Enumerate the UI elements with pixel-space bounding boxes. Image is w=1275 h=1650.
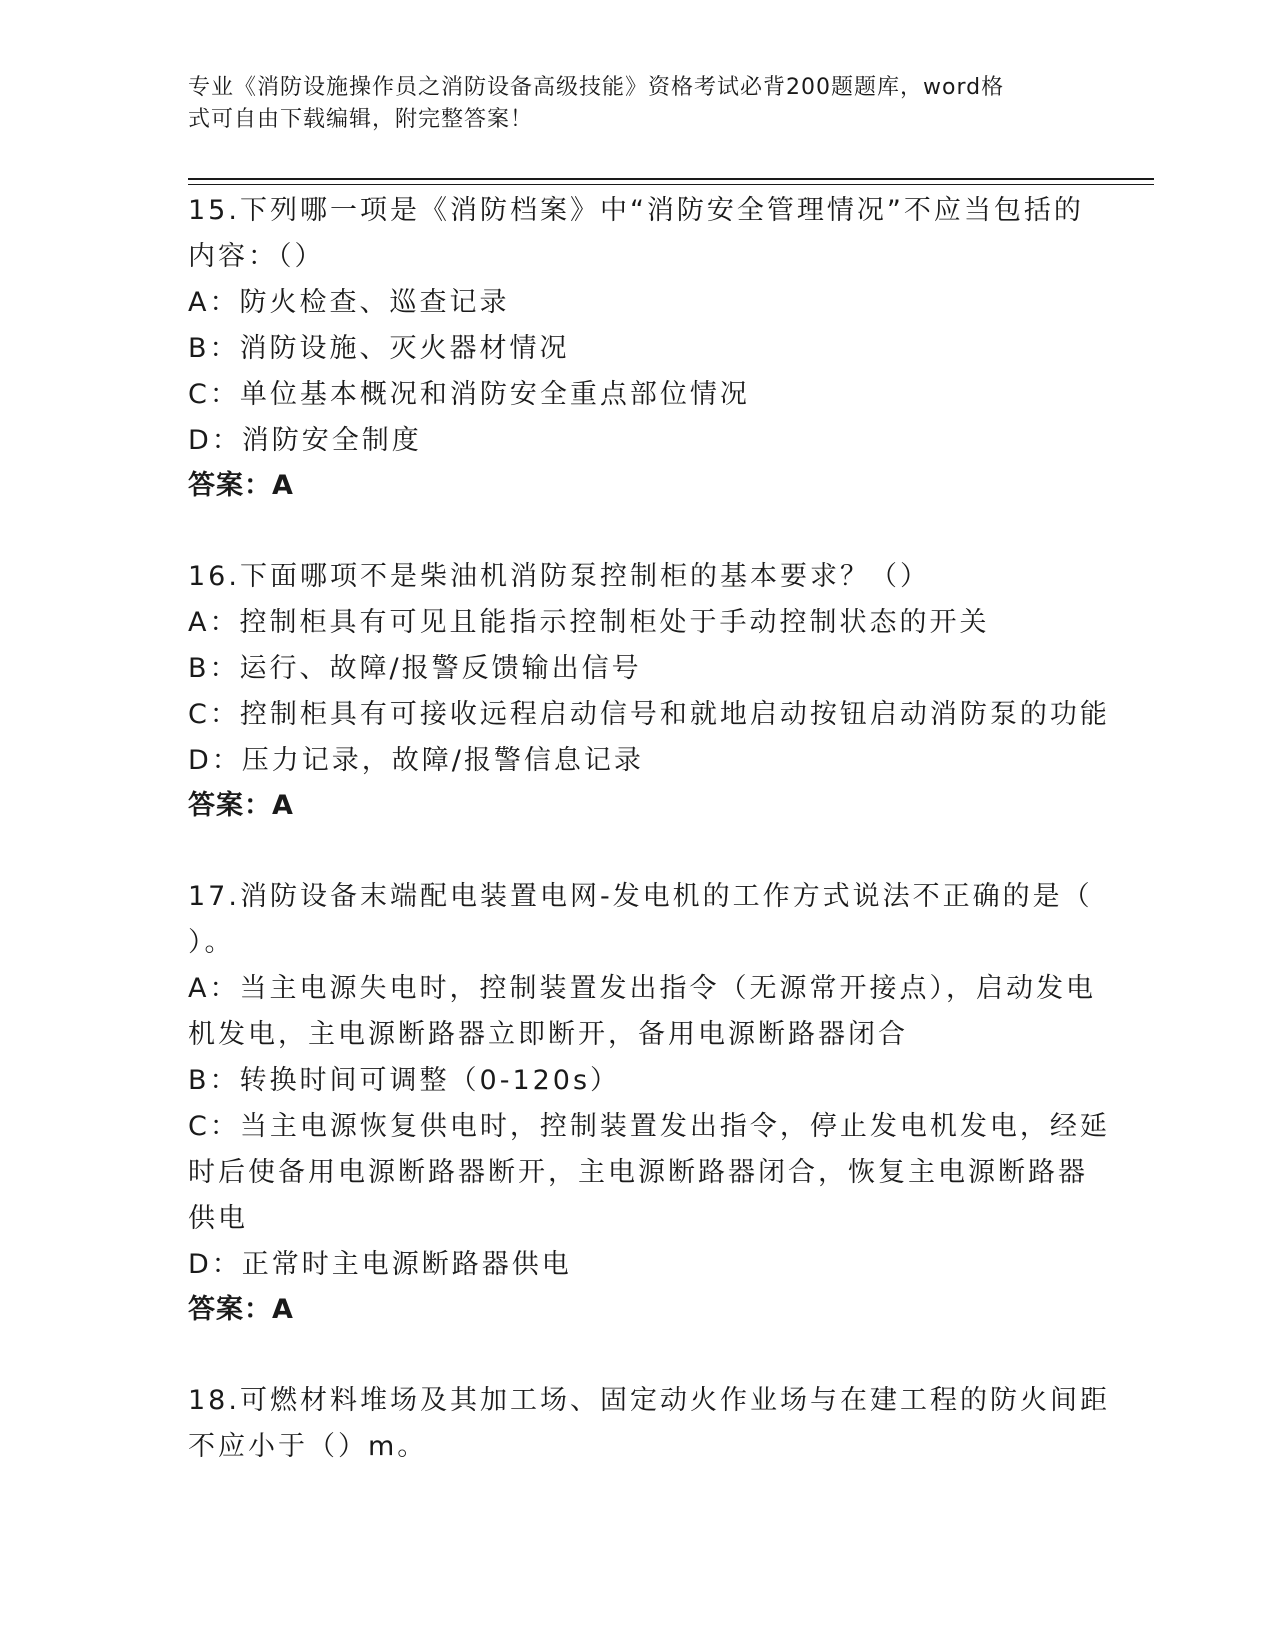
option-line: A：控制柜具有可见且能指示控制柜处于手动控制状态的开关 xyxy=(188,607,990,638)
option-line: B：转换时间可调整（0-120s） xyxy=(188,1065,621,1096)
option-line: 机发电，主电源断路器立即断开，备用电源断路器闭合 xyxy=(188,1019,908,1050)
question-block xyxy=(188,1378,1110,1470)
option-line: A：防火检查、巡查记录 xyxy=(188,287,510,318)
option-line: A：当主电源失电时，控制装置发出指令（无源常开接点），启动发电 xyxy=(188,973,1096,1004)
answer-line: 答案：A xyxy=(188,470,294,501)
question-gap xyxy=(188,828,1078,874)
question-stem-line: 内容：（） xyxy=(188,241,325,272)
answer-line: 答案：A xyxy=(188,1294,294,1325)
option-line: D：消防安全制度 xyxy=(188,425,422,456)
option-line: D：正常时主电源断路器供电 xyxy=(188,1249,572,1280)
question-stem-line: 18.可燃材料堆场及其加工场、固定动火作业场与在建工程的防火间距 xyxy=(188,1385,1110,1416)
option-line: D：压力记录，故障/报警信息记录 xyxy=(188,745,644,776)
header-rule-thick xyxy=(188,178,1154,180)
question-stem-line: ）。 xyxy=(188,927,235,958)
option-line: B：消防设施、灭火器材情况 xyxy=(188,333,570,364)
option-line: 供电 xyxy=(188,1203,248,1234)
question-gap xyxy=(188,508,1078,554)
option-line: C：当主电源恢复供电时，控制装置发出指令，停止发电机发电，经延 xyxy=(188,1111,1110,1142)
question-stem-line: 不应小于（）m。 xyxy=(188,1431,428,1462)
option-line: 时后使备用电源断路器断开，主电源断路器闭合，恢复主电源断路器 xyxy=(188,1157,1088,1188)
question-block xyxy=(188,188,1084,508)
option-line: C：单位基本概况和消防安全重点部位情况 xyxy=(188,379,750,410)
question-list xyxy=(188,188,1110,1470)
question-stem-line: 17.消防设备末端配电装置电网-发电机的工作方式说法不正确的是（ xyxy=(188,881,1093,912)
header-line-1: 专业《消防设施操作员之消防设备高级技能》资格考试必背200题题库，word格 xyxy=(188,75,1005,100)
header-rule-thin xyxy=(188,184,1154,185)
question-gap xyxy=(188,1332,1078,1378)
question-stem-line: 15.下列哪一项是《消防档案》中“消防安全管理情况”不应当包括的 xyxy=(188,195,1084,226)
question-stem-line: 16.下面哪项不是柴油机消防泵控制柜的基本要求？（） xyxy=(188,561,930,592)
question-block xyxy=(188,874,1110,1332)
header-line-2: 式可自由下载编辑，附完整答案！ xyxy=(188,107,534,132)
option-line: B：运行、故障/报警反馈输出信号 xyxy=(188,653,642,684)
option-line: C：控制柜具有可接收远程启动信号和就地启动按钮启动消防泵的功能 xyxy=(188,699,1110,730)
document-header xyxy=(188,72,1068,136)
question-block xyxy=(188,554,1110,828)
answer-line: 答案：A xyxy=(188,790,294,821)
